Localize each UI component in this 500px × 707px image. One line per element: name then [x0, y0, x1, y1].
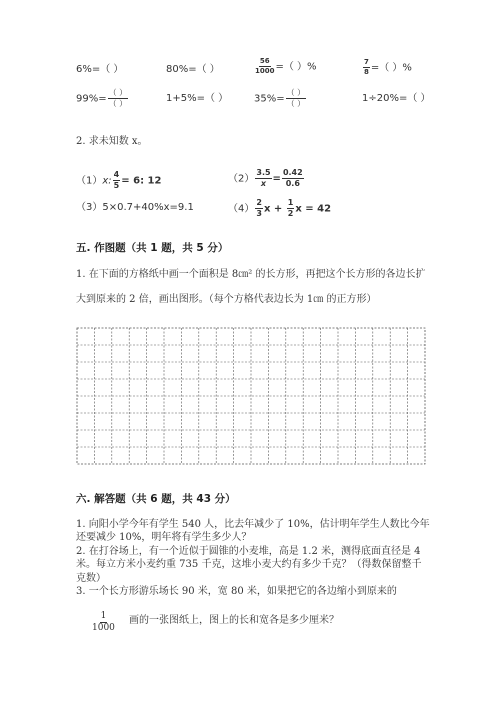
section-6-q2-line1: 2. 在打谷场上，有一个近似于圆锥的小麦堆，高是 1.2 米，测得底面直径是 4	[76, 546, 421, 557]
section-6-q1-line2: 还要减少 10%，明年将有学生多少人？	[76, 532, 252, 543]
section-6-q3-scale-fraction: $\frac{1}{1000}$	[92, 611, 115, 633]
section-6-q1-line1: 1. 向阳小学今年有学生 540 人，比去年减少了 10%，估计明年学生人数比今年	[76, 519, 430, 530]
equation-4: （4） $\frac{2}{3}$ x + $\frac{1}{2}$ x = 42	[228, 198, 332, 218]
section-5-q1-line1: 1. 在下面的方格纸中画一个面积是 8㎝² 的长方形，再把这个长方形的各边长扩	[76, 269, 426, 280]
conv-35-percent: 35%= $\frac{( )}{( )}$	[254, 88, 306, 108]
section-6-q2-line3: 克数）	[76, 573, 106, 584]
section-6-q3-line2: 画的一张图纸上，图上的长和宽各是多少厘米？	[129, 615, 339, 626]
conv-56-over-1000: $\frac{56}{1000}$ =（ ）%	[255, 57, 317, 75]
conv-1-div-20-percent: 1÷20%=（ ）	[362, 93, 431, 104]
equation-3: （3）5×0.7+40%x=9.1	[76, 202, 194, 213]
question-2-title: 2. 求未知数 x。	[76, 136, 148, 147]
section-6-title: 六. 解答题（共 6 题，共 43 分）	[76, 493, 236, 505]
conv-1-plus-5-percent: 1+5%=（ ）	[166, 93, 229, 104]
conv-6-percent: 6%=（ ）	[76, 64, 124, 75]
section-5-q1-line2: 大到原来的 2 倍，画出图形。（每个方格代表边长为 1㎝ 的正方形）	[76, 294, 377, 305]
equation-2: （2） $\frac{3.5}{x}$ = $\frac{0.42}{0.6}$	[228, 168, 303, 188]
graph-paper-grid	[76, 327, 426, 465]
section-6-q2-line2: 米。每立方米小麦约重 735 千克，这堆小麦大约有多少千克？（得数保留整千	[76, 559, 422, 570]
conv-80-percent: 80%=（ ）	[166, 64, 220, 75]
conv-99-percent: 99%= $\frac{( )}{( )}$	[76, 88, 128, 108]
conv-7-over-8: $\frac{7}{8}$ =（ ）%	[364, 58, 412, 76]
section-6-q3-line1: 3. 一个长方形游乐场长 90 米，宽 80 米，如果把它的各边缩小到原来的	[76, 586, 397, 597]
equation-1: （1）x: $\frac{4}{5}$ = 6: 12	[76, 170, 162, 190]
section-5-title: 五. 作图题（共 1 题，共 5 分）	[76, 242, 229, 254]
